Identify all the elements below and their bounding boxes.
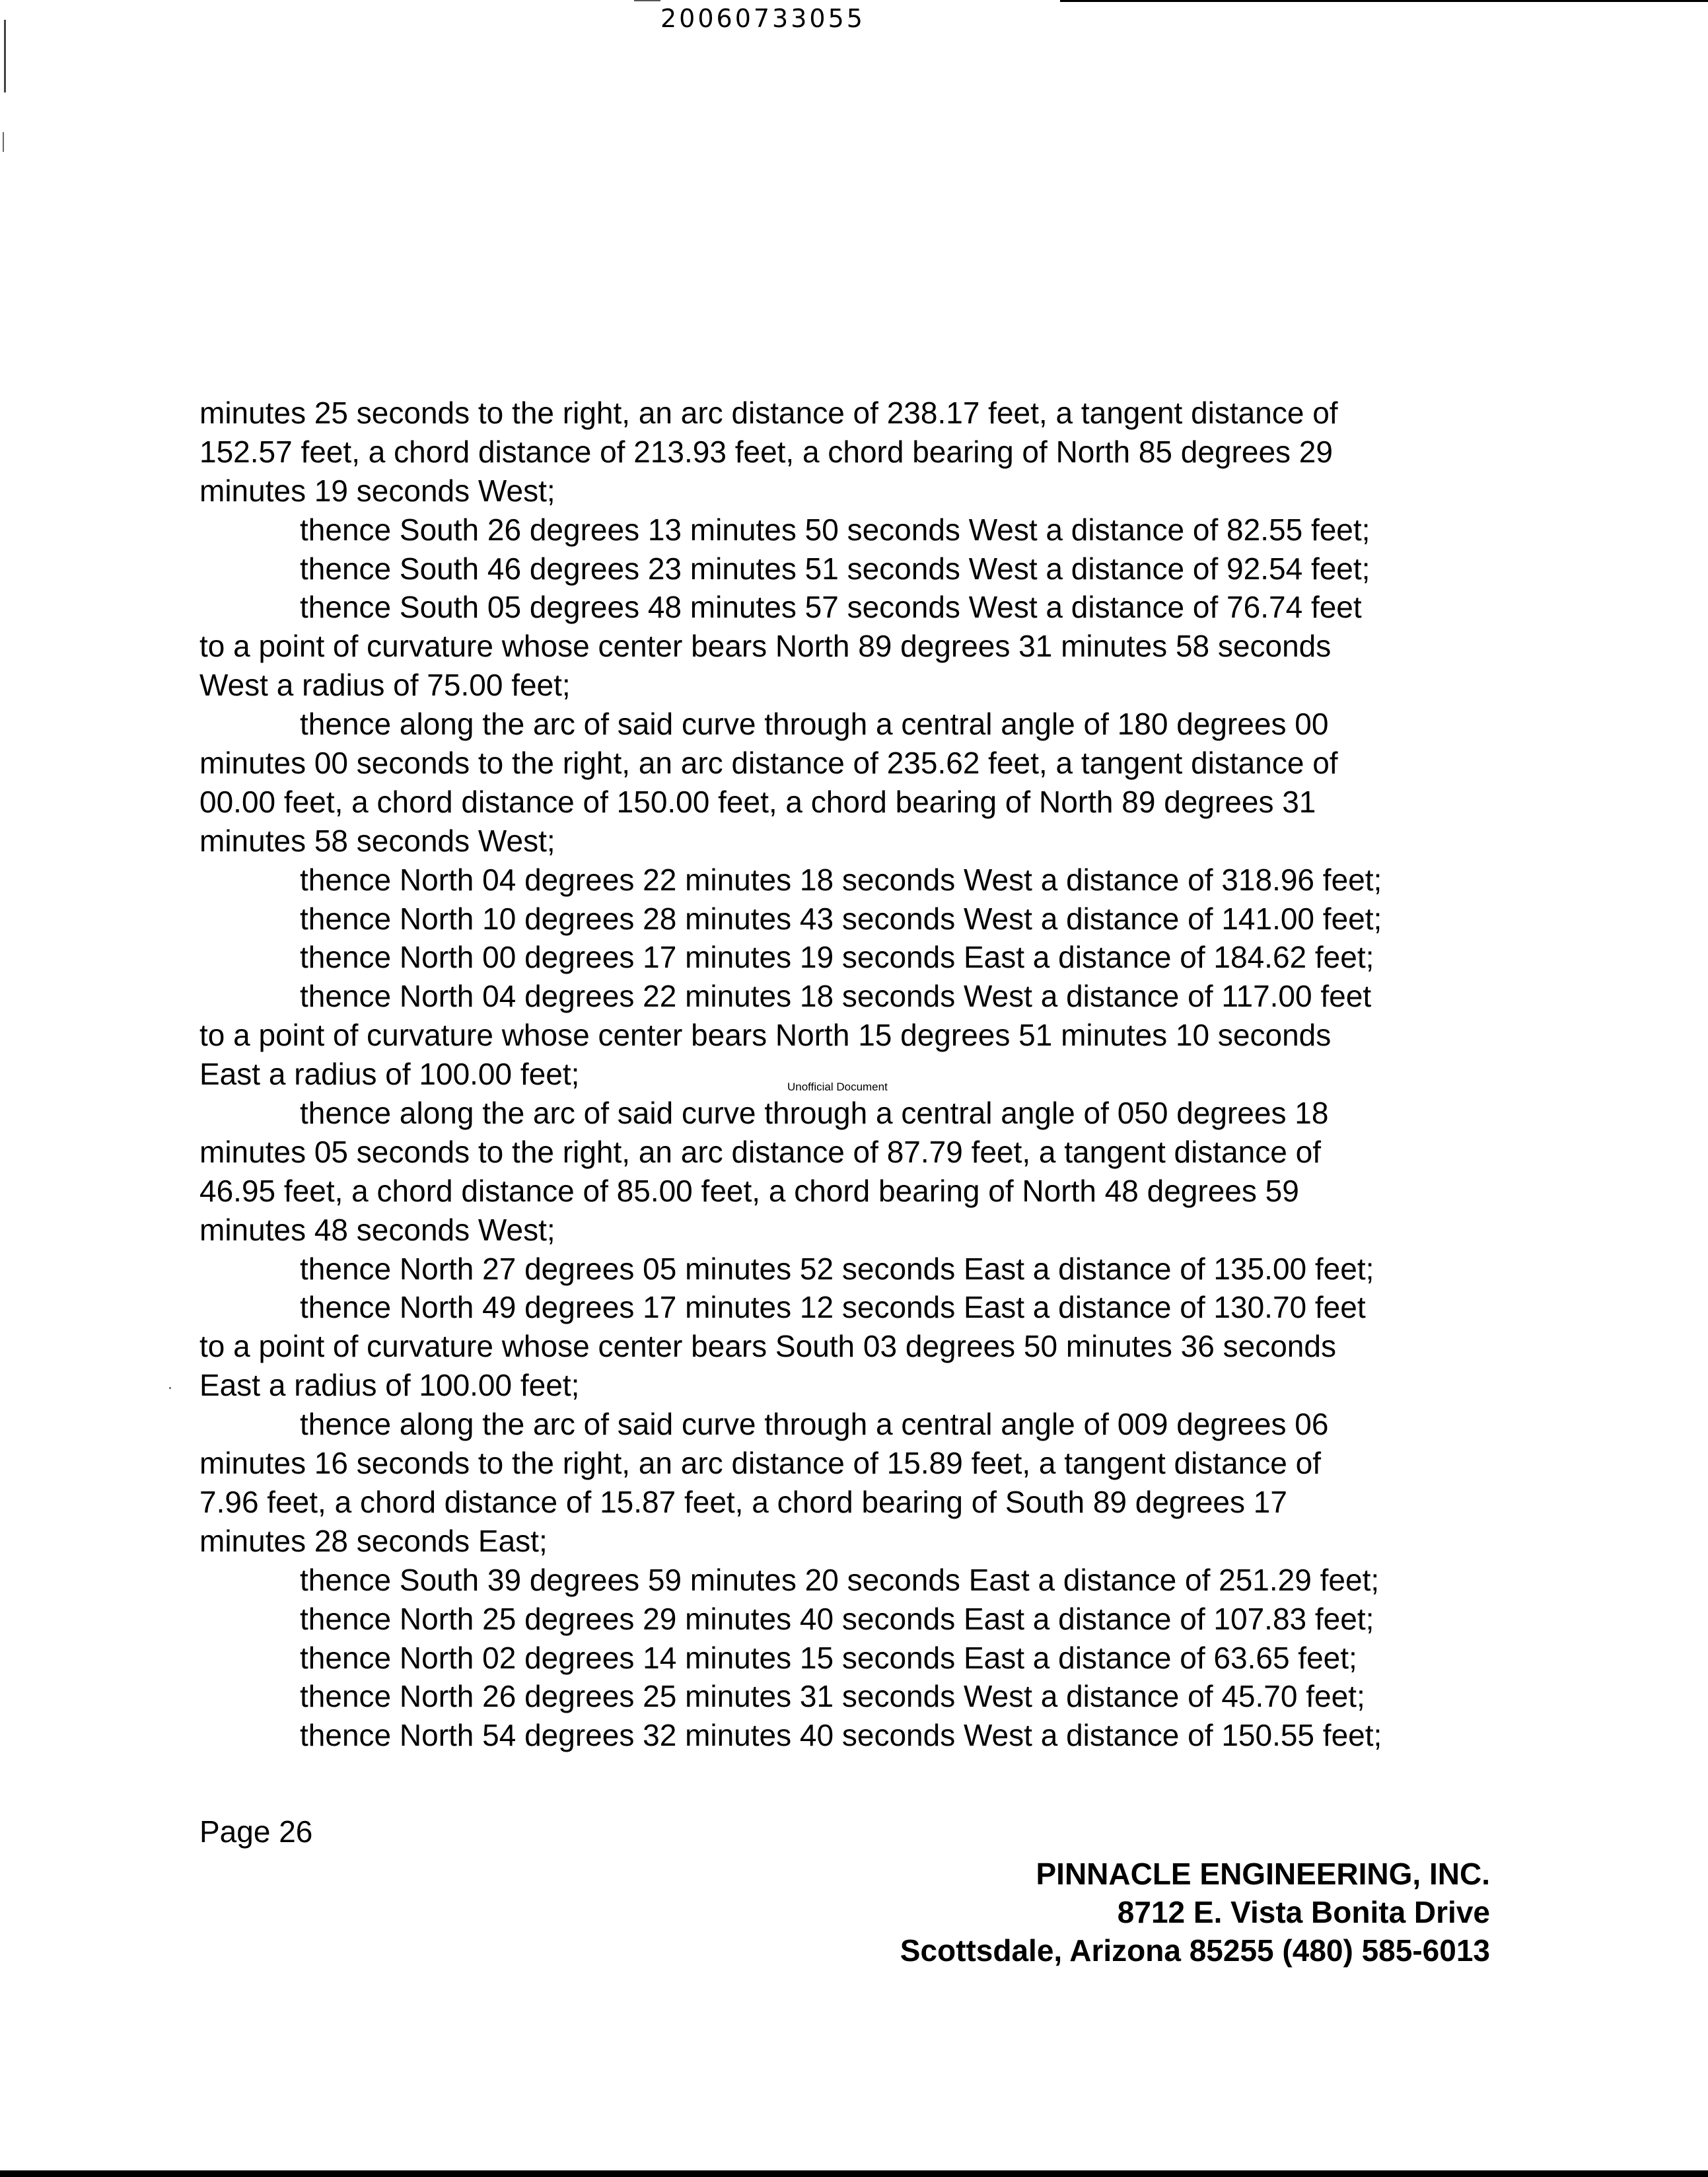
company-name: PINNACLE ENGINEERING, INC.	[1036, 1857, 1490, 1891]
page-number: Page 26	[199, 1814, 313, 1849]
legal-description-text	[199, 394, 1520, 1755]
text-line: West a radius of 75.00 feet;	[199, 668, 571, 703]
text-line: East a radius of 100.00 feet;	[199, 1057, 580, 1092]
scan-border-left	[4, 20, 6, 92]
document-number: 20060733055	[660, 4, 865, 33]
text-line: thence South 26 degrees 13 minutes 50 seconds West a distance of 82.55 feet;	[300, 512, 1370, 547]
text-line: East a radius of 100.00 feet;	[199, 1368, 580, 1403]
company-address: 8712 E. Vista Bonita Drive	[1117, 1895, 1490, 1929]
company-address-block	[900, 1855, 1490, 1970]
text-line: thence North 10 degrees 28 minutes 43 seconds West a distance of 141.00 feet;	[300, 901, 1382, 936]
text-line: thence North 25 degrees 29 minutes 40 seconds East a distance of 107.83 feet;	[300, 1601, 1374, 1636]
text-line: 00.00 feet, a chord distance of 150.00 feet, a chord bearing of North 89 degrees 31	[199, 784, 1316, 819]
text-line: minutes 48 seconds West;	[199, 1212, 555, 1247]
scan-border-top	[1060, 0, 1708, 2]
text-line: thence South 46 degrees 23 minutes 51 seconds West a distance of 92.54 feet;	[300, 551, 1370, 586]
text-line: to a point of curvature whose center bears North 89 degrees 31 minutes 58 seconds	[199, 629, 1332, 664]
text-line: thence North 04 degrees 22 minutes 18 seconds West a distance of 117.00 feet	[300, 979, 1372, 1014]
text-line: minutes 25 seconds to the right, an arc distance of 238.17 feet, a tangent distance of	[199, 396, 1338, 430]
text-line: minutes 19 seconds West;	[199, 473, 555, 508]
text-line: thence North 00 degrees 17 minutes 19 seconds East a distance of 184.62 feet;	[300, 940, 1374, 975]
text-line: thence South 05 degrees 48 minutes 57 seconds West a distance of 76.74 feet	[300, 590, 1362, 625]
company-city-phone: Scottsdale, Arizona 85255 (480) 585-6013	[900, 1933, 1490, 1968]
text-line: minutes 05 seconds to the right, an arc distance of 87.79 feet, a tangent distance of	[199, 1134, 1321, 1169]
scan-mark-left	[3, 132, 4, 152]
scan-mark-top	[634, 0, 660, 1]
scan-speck	[169, 1387, 171, 1389]
text-line: minutes 16 seconds to the right, an arc distance of 15.89 feet, a tangent distance of	[199, 1446, 1321, 1481]
text-line: 7.96 feet, a chord distance of 15.87 feet, a chord bearing of South 89 degrees 17	[199, 1484, 1287, 1519]
scan-border-bottom	[0, 2170, 1708, 2177]
text-line: thence North 04 degrees 22 minutes 18 seconds West a distance of 318.96 feet;	[300, 862, 1382, 897]
text-line: thence North 49 degrees 17 minutes 12 seconds East a distance of 130.70 feet	[300, 1290, 1366, 1325]
text-line: thence along the arc of said curve through a central angle of 050 degrees 18	[300, 1096, 1329, 1131]
text-line: to a point of curvature whose center bears North 15 degrees 51 minutes 10 seconds	[199, 1018, 1332, 1053]
text-line: minutes 28 seconds East;	[199, 1523, 548, 1558]
text-line: thence North 26 degrees 25 minutes 31 seconds West a distance of 45.70 feet;	[300, 1679, 1365, 1714]
text-line: 46.95 feet, a chord distance of 85.00 feet, a chord bearing of North 48 degrees 59	[199, 1173, 1299, 1208]
text-line: minutes 00 seconds to the right, an arc distance of 235.62 feet, a tangent distance of	[199, 746, 1338, 781]
text-line: thence South 39 degrees 59 minutes 20 seconds East a distance of 251.29 feet;	[300, 1562, 1380, 1597]
text-line: to a point of curvature whose center bears South 03 degrees 50 minutes 36 seconds	[199, 1329, 1336, 1364]
text-line: 152.57 feet, a chord distance of 213.93 feet, a chord bearing of North 85 degrees 29	[199, 434, 1333, 469]
text-line: thence North 27 degrees 05 minutes 52 seconds East a distance of 135.00 feet;	[300, 1251, 1374, 1286]
watermark: Unofficial Document	[787, 1081, 888, 1093]
text-line: thence North 54 degrees 32 minutes 40 seconds West a distance of 150.55 feet;	[300, 1718, 1382, 1753]
text-line: thence along the arc of said curve through a central angle of 009 degrees 06	[300, 1407, 1329, 1442]
text-line: thence along the arc of said curve through a central angle of 180 degrees 00	[300, 707, 1329, 742]
text-line: minutes 58 seconds West;	[199, 823, 555, 858]
text-line: thence North 02 degrees 14 minutes 15 seconds East a distance of 63.65 feet;	[300, 1640, 1357, 1675]
